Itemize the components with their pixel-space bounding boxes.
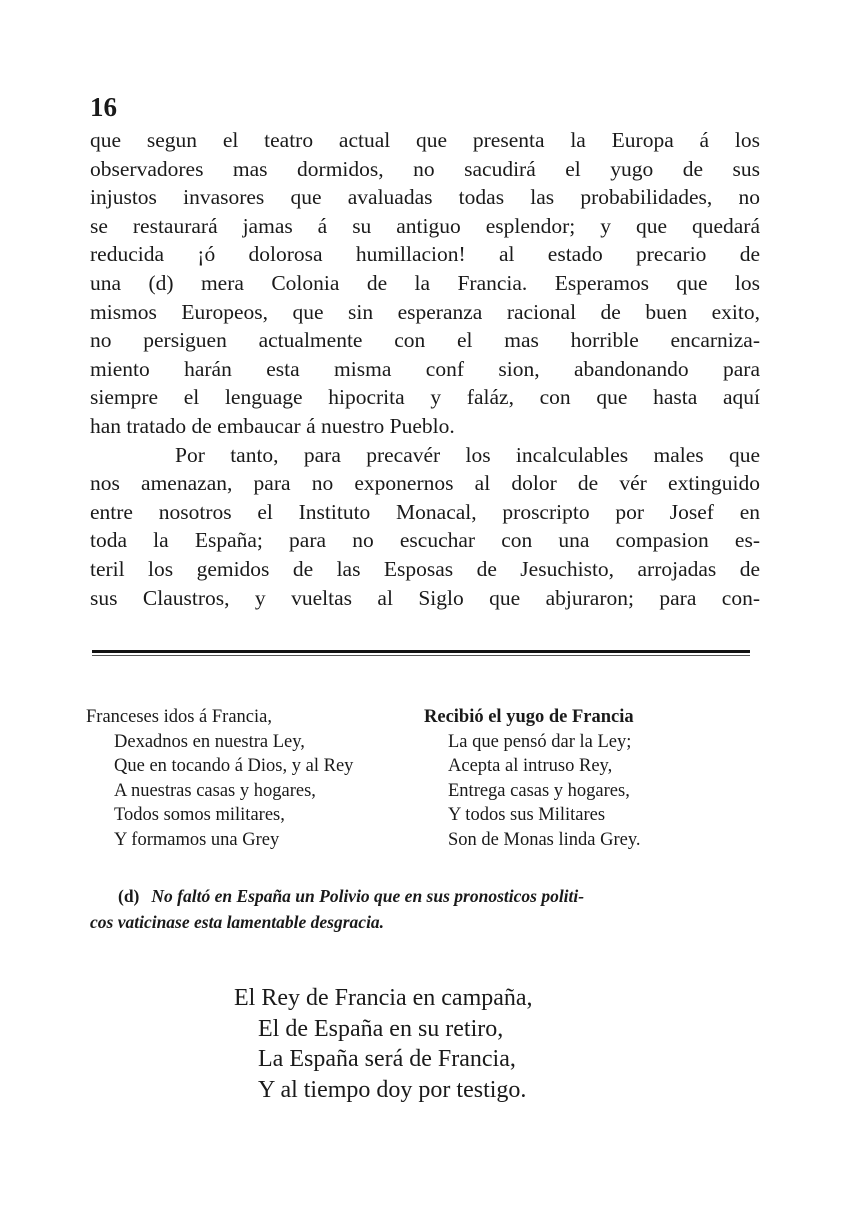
footnote-marker: (d) [118,886,140,906]
verse-line: Franceses idos á Francia, [86,707,272,727]
verse-line: Acepta al intruso Rey, [448,756,613,776]
footnote [90,883,762,935]
text-line: nos amenazan, para no exponernos al dolor de vér extinguido [90,471,760,496]
text-line: una (d) mera Colonia de la Francia. Esperamos que los [90,270,760,295]
text-line: injustos invasores que avaluadas todas las probabilidades, no [90,185,760,210]
section-divider [92,650,750,653]
body-text [90,126,760,612]
text-line: no persiguen actualmente con el mas horrible encarniza- [90,328,760,353]
text-line: mismos Europeos, que sin esperanza racional de buen exito, [90,299,760,324]
text-line: han tratado de embaucar á nuestro Pueblo. [90,413,455,438]
text-line: observadores mas dormidos, no sacudirá el yugo de sus [90,156,760,181]
text-line: toda la España; para no escuchar con una compasion es- [90,528,760,553]
verse-line: Y todos sus Militares [448,805,606,825]
footnote-text: No faltó en España un Polivio que en sus pronosticos politi- [151,886,585,906]
footnote-line: cos vaticinase esta lamentable desgracia. [90,912,385,932]
verse-line: Entrega casas y hogares, [448,780,630,801]
text-line: teril los gemidos de las Esposas de Jesuchisto, arrojadas de [90,556,760,581]
text-line: reducida ¡ó dolorosa humillacion! al estado precario de [90,242,760,267]
text-line: que segun el teatro actual que presenta la Europa á los [90,128,760,152]
quatrain-line: El de España en su retiro, [258,1015,504,1042]
quatrain-line: El Rey de Francia en campaña, [234,985,533,1011]
verse-line: Todos somos militares, [114,805,285,825]
page-number: 16 [90,92,117,122]
verse-line: Son de Monas linda Grey. [448,829,641,850]
text-line: entre nosotros el Instituto Monacal, proscripto por Josef en [90,499,760,524]
quatrain-line: Y al tiempo doy por testigo. [258,1076,527,1103]
verse-line: La que pensó dar la Ley; [448,731,632,752]
text-line: siempre el lenguage hipocrita y faláz, con que hasta aquí [90,385,760,410]
quatrain-line: La España será de Francia, [258,1046,516,1072]
closing-quatrain [234,983,674,1105]
text-line: miento harán esta misma conf sion, abandonando para [90,356,760,381]
verse-left-column [86,705,431,852]
verse-line: Recibió el yugo de Francia [424,707,634,727]
text-line: Por tanto, para precavér los incalculables males que [175,442,760,467]
footnote-line [90,883,762,909]
verse-right-column [424,705,724,852]
verse-line: A nuestras casas y hogares, [114,780,316,801]
text-line: se restaurará jamas á su antiguo esplendor; y que quedará [90,213,760,238]
verse-line: Que en tocando á Dios, y al Rey [114,756,354,776]
verse-line: Y formamos una Grey [114,829,280,850]
verse-line: Dexadnos en nuestra Ley, [114,731,305,752]
text-line: sus Claustros, y vueltas al Siglo que abjuraron; para con- [90,585,760,610]
